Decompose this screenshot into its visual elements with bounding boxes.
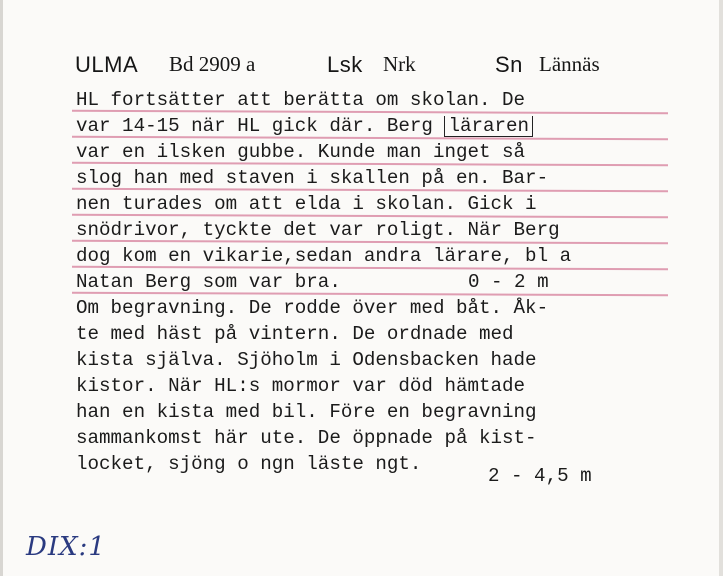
bracket-annotation: läraren	[444, 116, 533, 137]
transcript-line: snödrivor, tyckte det var roligt. När Berg	[76, 217, 686, 243]
card-left-edge	[0, 0, 3, 576]
transcript-line: te med häst på vintern. De ordnade med	[76, 323, 514, 345]
transcript-line: HL fortsätter att berätta om skolan. De	[76, 87, 686, 113]
sn-code: Sn	[495, 52, 523, 77]
transcript-line: dog kom en vikarie,sedan andra lärare, bl a	[76, 243, 686, 269]
card-header	[75, 52, 635, 86]
parish-code: ULMA	[75, 52, 139, 77]
time-range: 0 - 2 m	[468, 271, 549, 293]
volume-number: Bd 2909 a	[169, 52, 256, 76]
handwritten-signature: DIX:1	[26, 532, 106, 562]
transcript-line: sammankomst här ute. De öppnade på kist-	[76, 427, 537, 449]
transcript-line: Natan Berg som var bra. 0 - 2 m	[76, 269, 686, 295]
transcript-line: Om begravning. De rodde över med båt. Åk-	[76, 297, 549, 319]
parish-name: Lännäs	[539, 52, 600, 76]
transcript-line: nen turades om att elda i skolan. Gick i	[76, 191, 686, 217]
card-right-edge	[719, 0, 723, 576]
district-name: Nrk	[383, 52, 416, 76]
transcript-line: slog han med staven i skallen på en. Bar-	[76, 165, 686, 191]
transcript-body	[76, 87, 686, 487]
transcript-line: var 14-15 när HL gick där. Berg läraren	[76, 113, 686, 139]
transcript-line: han en kista med bil. Före en begravning	[76, 401, 537, 423]
district-code: Lsk	[327, 52, 363, 77]
time-range: 2 - 4,5 m	[488, 465, 592, 487]
transcript-line: var en ilsken gubbe. Kunde man inget så	[76, 139, 686, 165]
transcript-line: kistor. När HL:s mormor var död hämtade	[76, 375, 526, 397]
transcript-line: kista själva. Sjöholm i Odensbacken hade	[76, 349, 537, 371]
transcript-line: locket, sjöng o ngn läste ngt. 2 - 4,5 m	[76, 453, 592, 487]
